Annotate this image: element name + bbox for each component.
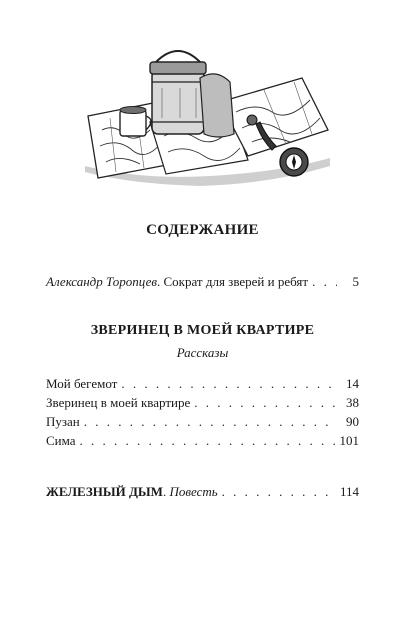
toc-item-moi-begemot[interactable]	[46, 376, 359, 392]
section-subtitle: Рассказы	[176, 345, 229, 360]
toc-item-title: Сима	[46, 433, 76, 448]
leader-dots	[84, 414, 337, 430]
toc-title: СОДЕРЖАНИЕ	[146, 222, 259, 238]
toc-item-title: Мой бегемот	[46, 376, 118, 391]
toc-item-title: Пузан	[46, 414, 80, 429]
novella-page-number: 114	[339, 484, 359, 499]
novella-title: ЖЕЛЕЗНЫЙ ДЫМ	[46, 484, 163, 499]
section-title: ЗВЕРИНЕЦ В МОЕЙ КВАРТИРЕ	[90, 323, 315, 338]
novella-genre: Повесть	[169, 484, 218, 499]
toc-item-puzan[interactable]	[46, 414, 359, 430]
novella-separator: .	[162, 484, 167, 499]
leader-dots	[312, 274, 337, 290]
toc-item-page: 14	[346, 376, 359, 391]
toc-item-page: 38	[346, 395, 359, 410]
intro-separator: .	[157, 274, 161, 289]
leader-dots	[194, 395, 337, 411]
toc-novella-line[interactable]	[46, 484, 359, 500]
leader-dots	[222, 484, 336, 500]
toc-intro-line[interactable]	[46, 274, 359, 290]
toc-intro-entry	[46, 274, 308, 290]
intro-author: Александр Торопцев	[46, 274, 157, 289]
toc-item-page: 101	[339, 433, 359, 448]
intro-page-number: 5	[352, 274, 359, 289]
leader-dots	[121, 376, 337, 392]
toc-novella-entry	[46, 484, 218, 500]
camping-map-illustration	[80, 38, 335, 198]
toc-item-page: 90	[346, 414, 359, 429]
toc-item-title: Зверинец в моей квартире	[46, 395, 191, 410]
toc-item-sima[interactable]	[46, 433, 359, 449]
leader-dots	[80, 433, 336, 449]
toc-item-zverinets[interactable]	[46, 395, 359, 411]
intro-title: Сократ для зверей и ребят	[163, 274, 309, 289]
